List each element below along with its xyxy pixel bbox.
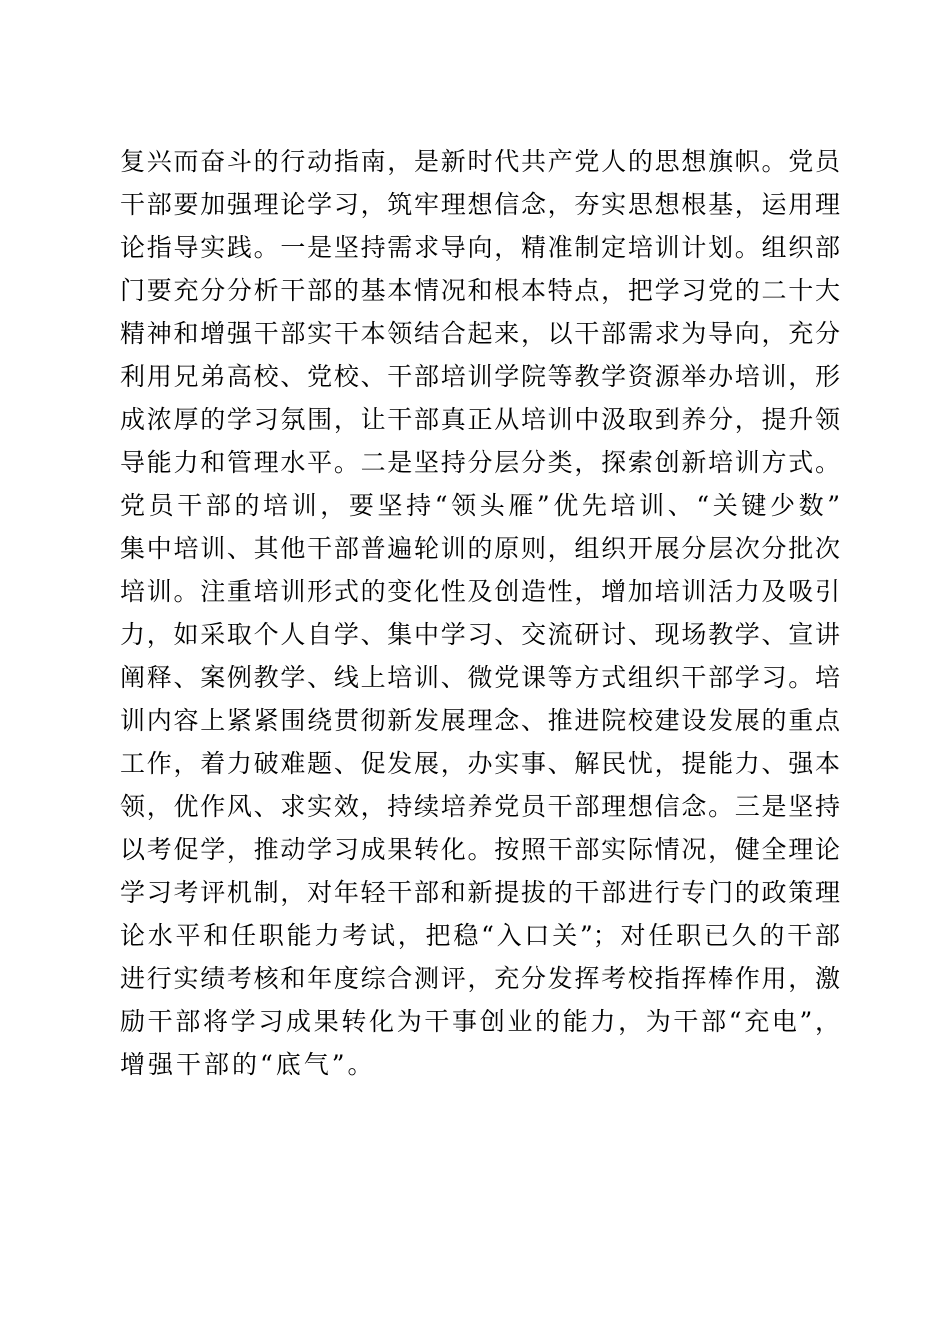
text-line: 力，如采取个人自学、集中学习、交流研讨、现场教学、宣讲 bbox=[120, 620, 840, 649]
text-line: 党员干部的培训，要坚持“领头雁”优先培训、“关键少数” bbox=[120, 491, 840, 520]
text-line: 进行实绩考核和年度综合测评，充分发挥考校指挥棒作用，激 bbox=[120, 964, 840, 993]
text-line: 复兴而奋斗的行动指南，是新时代共产党人的思想旗帜。党员 bbox=[120, 147, 840, 176]
text-line: 阐释、案例教学、线上培训、微党课等方式组织干部学习。培 bbox=[120, 663, 840, 692]
text-line: 以考促学，推动学习成果转化。按照干部实际情况，健全理论 bbox=[120, 835, 840, 864]
text-line: 成浓厚的学习氛围，让干部真正从培训中汲取到养分，提升领 bbox=[120, 405, 840, 434]
text-line: 干部要加强理论学习，筑牢理想信念，夯实思想根基，运用理 bbox=[120, 190, 840, 219]
text-line: 集中培训、其他干部普遍轮训的原则，组织开展分层次分批次 bbox=[120, 534, 840, 563]
text-line: 精神和增强干部实干本领结合起来，以干部需求为导向，充分 bbox=[120, 319, 840, 348]
text-line: 增强干部的“底气”。 bbox=[120, 1050, 376, 1079]
body-paragraph bbox=[120, 140, 840, 1086]
text-line: 领，优作风、求实效，持续培养党员干部理想信念。三是坚持 bbox=[120, 792, 840, 821]
text-line: 利用兄弟高校、党校、干部培训学院等教学资源举办培训，形 bbox=[120, 362, 840, 391]
text-line: 工作，着力破难题、促发展，办实事、解民忧，提能力、强本 bbox=[120, 749, 840, 778]
text-line: 培训。注重培训形式的变化性及创造性，增加培训活力及吸引 bbox=[120, 577, 840, 606]
text-line: 学习考评机制，对年轻干部和新提拔的干部进行专门的政策理 bbox=[120, 878, 840, 907]
text-line: 论水平和任职能力考试，把稳“入口关”；对任职已久的干部 bbox=[120, 921, 840, 950]
text-line: 导能力和管理水平。二是坚持分层分类，探索创新培训方式。 bbox=[120, 448, 840, 477]
text-line: 励干部将学习成果转化为干事创业的能力，为干部“充电”， bbox=[120, 1007, 840, 1036]
text-line: 门要充分分析干部的基本情况和根本特点，把学习党的二十大 bbox=[120, 276, 840, 305]
text-line: 论指导实践。一是坚持需求导向，精准制定培训计划。组织部 bbox=[120, 233, 840, 262]
text-line: 训内容上紧紧围绕贯彻新发展理念、推进院校建设发展的重点 bbox=[120, 706, 840, 735]
